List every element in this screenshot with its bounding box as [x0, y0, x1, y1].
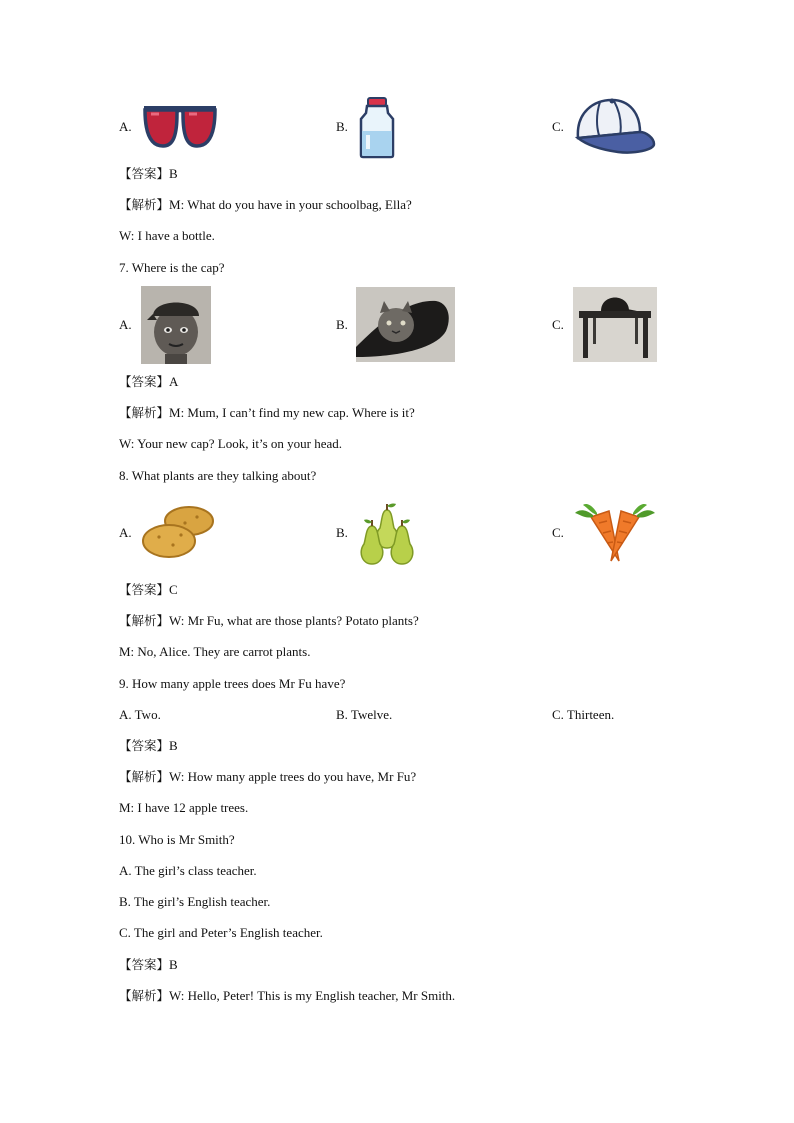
- q7-option-a-label: A.: [119, 317, 132, 332]
- answer-tag: 【答案】: [119, 374, 170, 389]
- answer-tag: 【答案】: [119, 582, 170, 597]
- answer-tag: 【答案】: [119, 738, 170, 753]
- potatoes-icon: [141, 503, 215, 561]
- cap-on-table-photo: [573, 287, 657, 362]
- analysis-line: M: No, Alice. They are carrot plants.: [119, 644, 311, 659]
- q10-option-b: B. The girl’s English teacher.: [119, 894, 271, 909]
- q6-option-b-label: B.: [336, 119, 348, 134]
- analysis-tag: 【解析】: [119, 613, 170, 628]
- answer-tag: 【答案】: [119, 957, 170, 972]
- q7-option-b-label: B.: [336, 317, 348, 332]
- answer-value: B: [169, 957, 178, 972]
- analysis-line: W: I have a bottle.: [119, 228, 215, 243]
- q8-option-a-label: A.: [119, 525, 132, 540]
- q7-answer: [119, 374, 178, 390]
- analysis-line: W: Hello, Peter! This is my English teacher, Mr Smith.: [169, 988, 456, 1003]
- analysis-line: M: What do you have in your schoolbag, Ella?: [169, 197, 412, 212]
- q8-option-c-label: C.: [552, 525, 564, 540]
- cap-on-head-photo: [141, 286, 211, 364]
- water-bottle-icon: [358, 97, 396, 159]
- q9-option-a: A. Two.: [119, 707, 161, 722]
- answer-tag: 【答案】: [119, 166, 170, 181]
- q10-question: 10. Who is Mr Smith?: [119, 832, 235, 847]
- q7-option-c-label: C.: [552, 317, 564, 332]
- q8-option-b-label: B.: [336, 525, 348, 540]
- carrots-icon: [573, 501, 657, 565]
- q9-option-b: B. Twelve.: [336, 707, 393, 722]
- analysis-tag: 【解析】: [119, 769, 170, 784]
- answer-value: C: [169, 582, 178, 597]
- q9-answer: [119, 738, 178, 754]
- analysis-line: W: Mr Fu, what are those plants? Potato plants?: [169, 613, 419, 628]
- q7-question: 7. Where is the cap?: [119, 260, 225, 275]
- analysis-tag: 【解析】: [119, 988, 170, 1003]
- baseball-cap-icon: [574, 98, 656, 156]
- q9-analysis: [119, 769, 416, 785]
- q8-question: 8. What plants are they talking about?: [119, 468, 317, 483]
- q10-option-a: A. The girl’s class teacher.: [119, 863, 257, 878]
- answer-value: B: [169, 166, 178, 181]
- cat-on-cap-photo: [356, 287, 455, 362]
- q10-answer: [119, 957, 178, 973]
- analysis-line: M: I have 12 apple trees.: [119, 800, 249, 815]
- q6-analysis: [119, 197, 412, 213]
- q8-answer: [119, 582, 178, 598]
- q7-analysis: [119, 405, 415, 421]
- analysis-tag: 【解析】: [119, 197, 170, 212]
- q9-question: 9. How many apple trees does Mr Fu have?: [119, 676, 346, 691]
- answer-value: A: [169, 374, 179, 389]
- pears-icon: [356, 500, 418, 566]
- q9-option-c: C. Thirteen.: [552, 707, 615, 722]
- analysis-tag: 【解析】: [119, 405, 170, 420]
- answer-value: B: [169, 738, 178, 753]
- q6-option-c-label: C.: [552, 119, 564, 134]
- q10-analysis: [119, 988, 455, 1004]
- analysis-line: W: How many apple trees do you have, Mr Fu?: [169, 769, 417, 784]
- q6-answer: [119, 166, 178, 182]
- analysis-line: W: Your new cap? Look, it’s on your head.: [119, 436, 343, 451]
- analysis-line: M: Mum, I can’t find my new cap. Where is it?: [169, 405, 415, 420]
- sunglasses-icon: [141, 100, 219, 152]
- q10-option-c: C. The girl and Peter’s English teacher.: [119, 925, 323, 940]
- q6-option-a-label: A.: [119, 119, 132, 134]
- q8-analysis: [119, 613, 419, 629]
